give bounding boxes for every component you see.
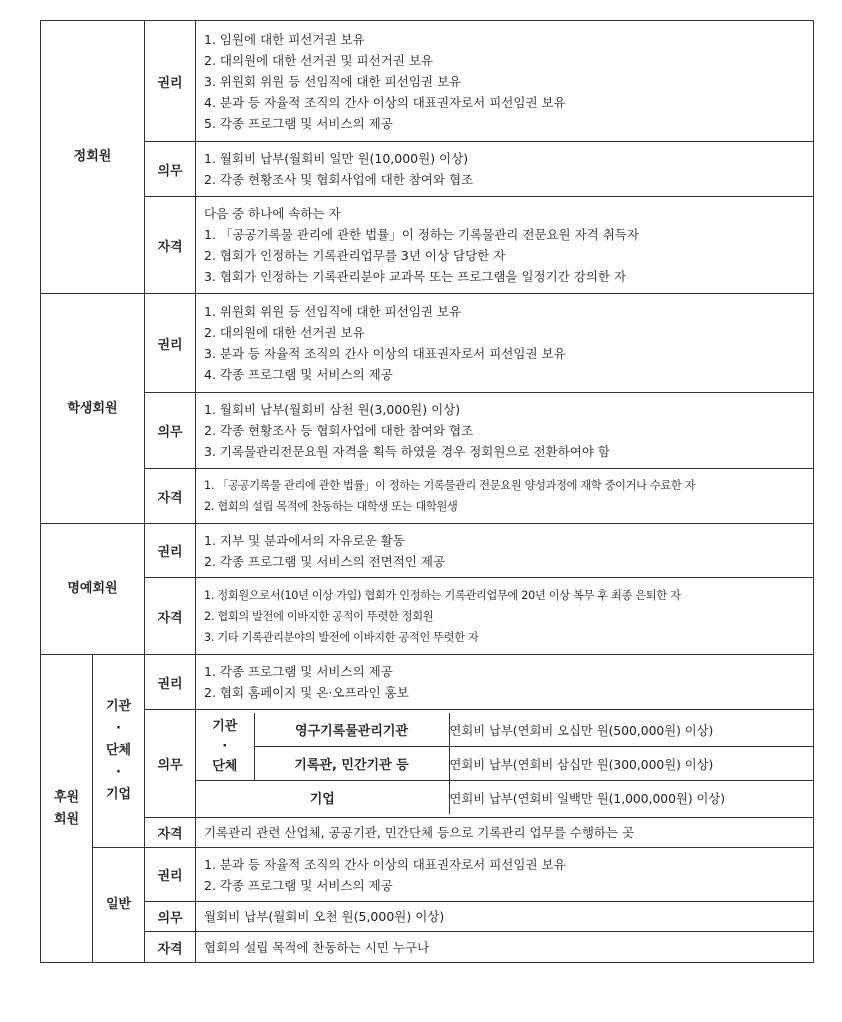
list-item: 다음 중 하나에 속하는 자 <box>204 206 341 221</box>
honorary-rights-content <box>196 524 814 578</box>
list-item: 2. 각종 현황조사 및 협회사업에 대한 참여와 협조 <box>204 172 474 187</box>
duties-label: 의무 <box>145 142 196 197</box>
institution-subcategory: 기관 · 단체 · 기업 <box>93 655 145 848</box>
membership-table <box>40 20 814 963</box>
qualifications-label: 자격 <box>145 578 196 655</box>
list-item: 1. 각종 프로그램 및 서비스의 제공 <box>204 664 393 679</box>
table-row <box>196 747 813 781</box>
list-item: 1. 정회원으로서(10년 이상 가입) 협회가 인정하는 기록관리업무에 20년 이상 복무 후 최종 은퇴한 자 <box>204 588 681 602</box>
rights-label: 권리 <box>145 655 196 710</box>
duties-label: 의무 <box>145 902 196 932</box>
student-qualifications-content <box>196 469 814 524</box>
list-item: 5. 각종 프로그램 및 서비스의 제공 <box>204 115 393 131</box>
fee-text: 연회비 납부(연회비 일백만 원(1,000,000원) 이상) <box>449 781 813 815</box>
general-rights-row <box>41 848 814 902</box>
general-duties-row <box>41 902 814 932</box>
list-item: 2. 각종 현황조사 등 협회사업에 대한 참여와 협조 <box>204 423 474 438</box>
institution-rights-row <box>41 655 814 710</box>
student-duties-content <box>196 393 814 469</box>
institution-qualifications-content <box>196 818 814 848</box>
honorary-qualifications-row <box>41 578 814 655</box>
list-item: 1. 월회비 납부(월회비 일만 원(10,000원) 이상) <box>204 151 469 166</box>
regular-member-category: 정회원 <box>41 21 145 294</box>
list-item: 기록관리 관련 산업체, 공공기관, 민간단체 등으로 기록관리 업무를 수행하는 곳 <box>204 825 635 840</box>
list-item: 2. 협회의 설립 목적에 찬동하는 대학생 또는 대학원생 <box>204 500 458 513</box>
fee-text: 연회비 납부(연회비 삼십만 원(300,000원) 이상) <box>449 747 813 781</box>
list-item: 1. 지부 및 분과에서의 자유로운 활동 <box>204 532 405 548</box>
list-item: 1. 임원에 대한 피선거권 보유 <box>204 31 365 47</box>
regular-rights-content <box>196 21 814 142</box>
regular-qualifications-content <box>196 197 814 294</box>
list-item: 3. 기록물관리전문요원 자격을 획득 하였을 경우 정회원으로 전환하여야 함 <box>204 444 610 459</box>
list-item: 2. 대의원에 대한 선거권 보유 <box>204 325 365 340</box>
list-item: 2. 대의원에 대한 선거권 및 피선거권 보유 <box>204 52 433 68</box>
student-rights-content <box>196 294 814 393</box>
duties-label: 의무 <box>145 393 196 469</box>
list-item: 1. 「공공기록물 관리에 관한 법률」이 정하는 기록물관리 전문요원 자격 취득자 <box>204 227 639 242</box>
honorary-qualifications-content <box>196 578 814 655</box>
honorary-member-category: 명예회원 <box>41 524 145 655</box>
institution-rights-content <box>196 655 814 710</box>
regular-duties-content <box>196 142 814 197</box>
table-row <box>196 713 813 747</box>
list-item: 3. 협회가 인정하는 기록관리분야 교과목 또는 프로그램을 일정기간 강의한 자 <box>204 269 627 284</box>
rights-label: 권리 <box>145 848 196 902</box>
student-rights-row <box>41 294 814 393</box>
qualifications-label: 자격 <box>145 818 196 848</box>
list-item: 4. 분과 등 자율적 조직의 간사 이상의 대표권자로서 피선임권 보유 <box>204 94 566 110</box>
list-item: 4. 각종 프로그램 및 서비스의 제공 <box>204 367 393 382</box>
list-item: 3. 위원회 위원 등 선임직에 대한 피선임권 보유 <box>204 73 462 89</box>
institution-type: 기업 <box>196 781 449 815</box>
qualifications-label: 자격 <box>145 469 196 524</box>
regular-rights-row <box>41 21 814 142</box>
student-member-category: 학생회원 <box>41 294 145 524</box>
rights-label: 권리 <box>145 21 196 142</box>
general-qualifications-row <box>41 932 814 963</box>
list-item: 1. 분과 등 자율적 조직의 간사 이상의 대표권자로서 피선임권 보유 <box>204 856 566 872</box>
institution-fee-table-cell <box>196 710 814 818</box>
list-item: 2. 협회가 인정하는 기록관리업무를 3년 이상 담당한 자 <box>204 248 506 263</box>
general-duties-content <box>196 902 814 932</box>
institution-group-label: 기관 · 단체 <box>196 713 254 781</box>
honorary-rights-row <box>41 524 814 578</box>
table-row <box>196 781 813 815</box>
rights-label: 권리 <box>145 524 196 578</box>
qualifications-label: 자격 <box>145 932 196 963</box>
supporting-member-category: 후원 회원 <box>41 655 93 963</box>
institution-fee-table <box>196 713 813 814</box>
list-item: 2. 각종 프로그램 및 서비스의 제공 <box>204 877 393 893</box>
general-rights-content <box>196 848 814 902</box>
regular-qualifications-row <box>41 197 814 294</box>
fee-text: 연회비 납부(연회비 오십만 원(500,000원) 이상) <box>449 713 813 747</box>
rights-label: 권리 <box>145 294 196 393</box>
list-item: 협회의 설립 목적에 찬동하는 시민 누구나 <box>204 939 430 955</box>
list-item: 2. 협회 홈페이지 및 온·오프라인 홍보 <box>204 685 409 700</box>
institution-type: 기록관, 민간기관 등 <box>254 747 449 781</box>
student-qualifications-row <box>41 469 814 524</box>
general-qualifications-content <box>196 932 814 963</box>
list-item: 3. 기타 기록관리분야의 발전에 이바지한 공적인 뚜렷한 자 <box>204 630 479 644</box>
regular-duties-row <box>41 142 814 197</box>
list-item: 2. 협회의 발전에 이바지한 공적이 뚜렷한 정회원 <box>204 609 434 623</box>
list-item: 1. 월회비 납부(월회비 삼천 원(3,000원) 이상) <box>204 402 461 417</box>
list-item: 1. 「공공기록물 관리에 관한 법률」이 정하는 기록물관리 전문요원 양성과정에 재학 중이거나 수료한 자 <box>204 479 696 492</box>
list-item: 월회비 납부(월회비 오천 원(5,000원) 이상) <box>204 909 445 924</box>
qualifications-label: 자격 <box>145 197 196 294</box>
institution-type: 영구기록물관리기관 <box>254 713 449 747</box>
institution-duties-row <box>41 710 814 818</box>
list-item: 3. 분과 등 자율적 조직의 간사 이상의 대표권자로서 피선임권 보유 <box>204 346 566 361</box>
institution-qualifications-row <box>41 818 814 848</box>
student-duties-row <box>41 393 814 469</box>
general-subcategory: 일반 <box>93 848 145 963</box>
list-item: 2. 각종 프로그램 및 서비스의 전면적인 제공 <box>204 553 446 569</box>
list-item: 1. 위원회 위원 등 선임직에 대한 피선임권 보유 <box>204 304 462 319</box>
duties-label: 의무 <box>145 710 196 818</box>
